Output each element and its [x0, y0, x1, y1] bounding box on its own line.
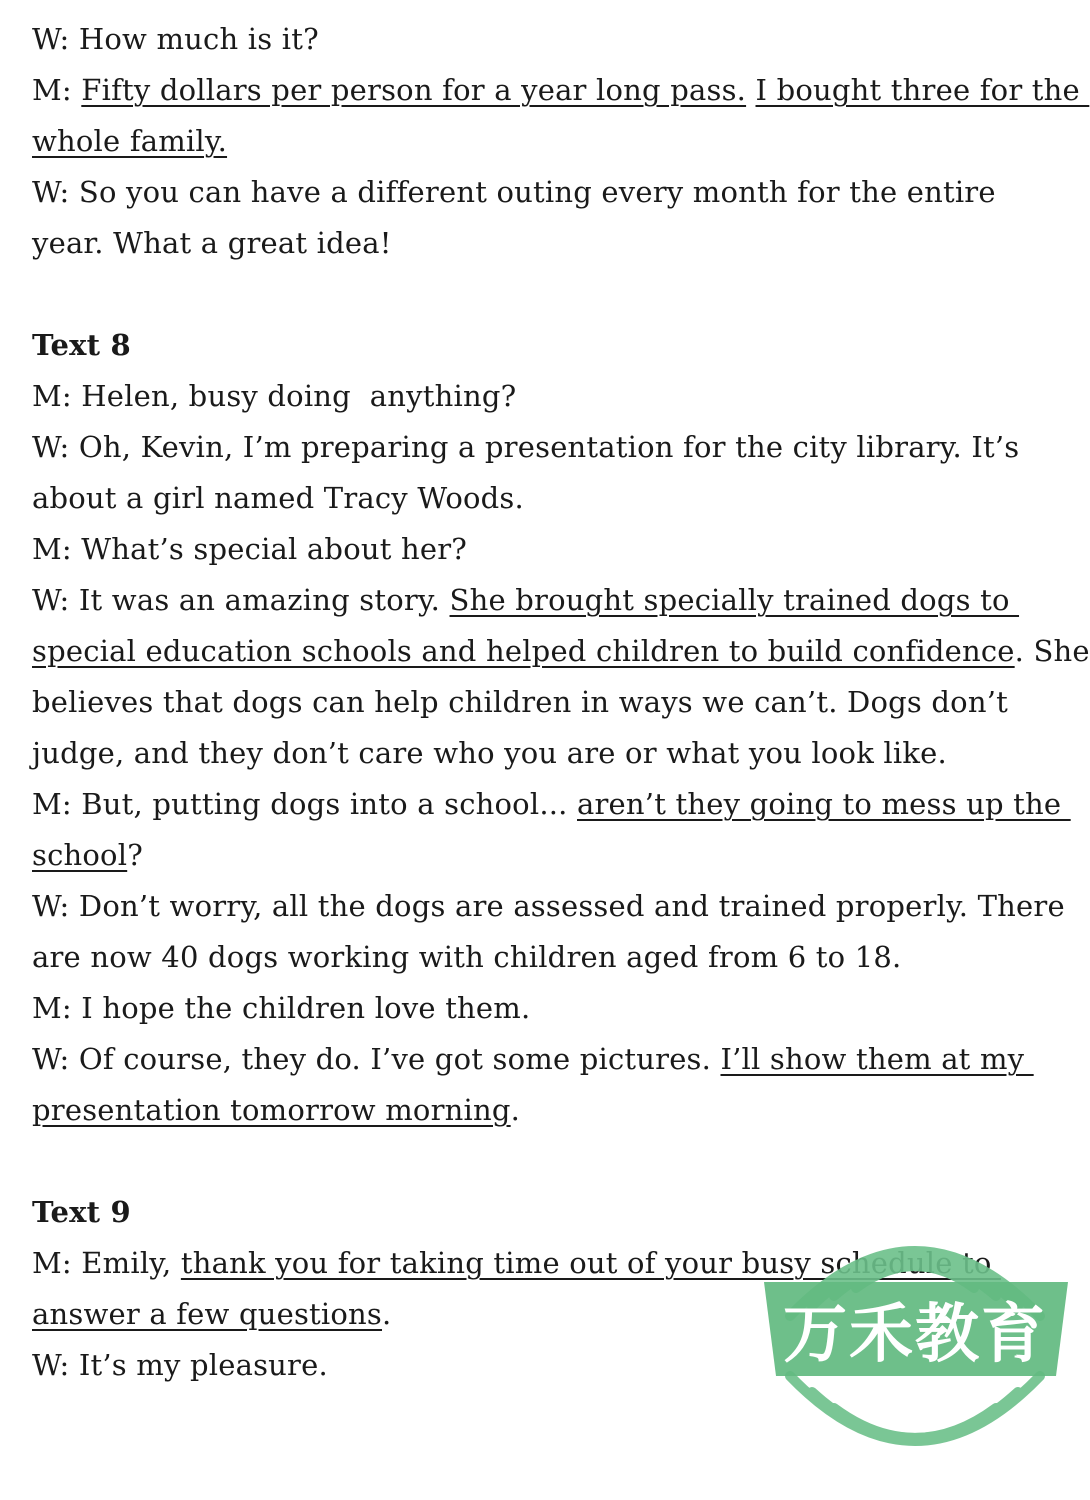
dialogue-line [32, 524, 1042, 575]
line-text: M: What’s special about her? [32, 532, 468, 566]
underlined-text: I’ll show them at my [720, 1042, 1034, 1076]
line-text: M: Emily, [32, 1246, 181, 1280]
underlined-text: thank you for taking time out of your busy schedule to [180, 1246, 1001, 1280]
line-text: W: It was an amazing story. [32, 583, 450, 617]
blank-line [32, 269, 1042, 320]
dialogue-line [32, 14, 1042, 65]
underlined-text: She brought specially trained dogs to [449, 583, 1020, 617]
dialogue-line [32, 677, 1042, 728]
line-text: W: Oh, Kevin, I’m preparing a presentation for the city library. It’s [32, 430, 1020, 464]
dialogue-line [32, 473, 1042, 524]
blank-line [32, 1136, 1042, 1187]
underlined-text: special education schools and helped children to build confidence [32, 634, 1015, 668]
dialogue-line [32, 575, 1042, 626]
underlined-text: aren’t they going to mess up the [577, 787, 1071, 821]
underlined-text: whole family. [32, 124, 228, 158]
line-text: W: So you can have a different outing every month for the entire [32, 175, 996, 209]
dialogue-line [32, 983, 1042, 1034]
dialogue-line [32, 626, 1090, 677]
section-heading [32, 320, 1042, 371]
dialogue-line [32, 830, 1042, 881]
line-text: are now 40 dogs working with children aged from 6 to 18. [32, 940, 902, 974]
line-text: W: How much is it? [32, 22, 319, 56]
line-text: M: [32, 73, 82, 107]
line-text: Text 8 [32, 328, 131, 362]
dialogue-line [32, 1034, 1042, 1085]
underlined-text: answer a few questions [32, 1297, 382, 1331]
line-text: believes that dogs can help children in ways we can’t. Dogs don’t [32, 685, 1008, 719]
line-text: year. What a great idea! [32, 226, 392, 260]
watermark-text: 万禾教育 [783, 1298, 1047, 1372]
dialogue-line [32, 1085, 1042, 1136]
line-text: W: Of course, they do. I’ve got some pictures. [32, 1042, 721, 1076]
line-text: judge, and they don’t care who you are or what you look like. [32, 736, 947, 770]
line-text: W: Don’t worry, all the dogs are assessed and trained properly. There [32, 889, 1065, 923]
dialogue-line [32, 371, 1042, 422]
dialogue-line [32, 779, 1071, 830]
line-text: . She [1014, 634, 1090, 668]
dialogue-line [32, 881, 1065, 932]
dialogue-line [32, 932, 1042, 983]
line-text: . [382, 1297, 392, 1331]
line-text: about a girl named Tracy Woods. [32, 481, 524, 515]
line-text: Text 9 [32, 1195, 131, 1229]
underlined-text: Fifty dollars per person for a year long pass. [81, 73, 747, 107]
dialogue-line [32, 422, 1042, 473]
dialogue-line [32, 65, 1090, 116]
line-text: ? [127, 838, 143, 872]
underlined-text: school [32, 838, 128, 872]
underlined-text: I bought three for the [755, 73, 1090, 107]
line-text: W: It’s my pleasure. [32, 1348, 328, 1382]
underlined-text: presentation tomorrow morning [32, 1093, 511, 1127]
watermark-logo [750, 1196, 1080, 1496]
line-text [746, 73, 755, 107]
dialogue-line [32, 728, 1042, 779]
dialogue-line [32, 167, 1042, 218]
document-page [32, 14, 1090, 1391]
line-text: M: I hope the children love them. [32, 991, 531, 1025]
line-text: M: Helen, busy doing anything? [32, 379, 517, 413]
dialogue-line [32, 218, 1042, 269]
dialogue-line [32, 116, 1042, 167]
line-text: . [510, 1093, 521, 1127]
line-text: M: But, putting dogs into a school... [32, 787, 577, 821]
